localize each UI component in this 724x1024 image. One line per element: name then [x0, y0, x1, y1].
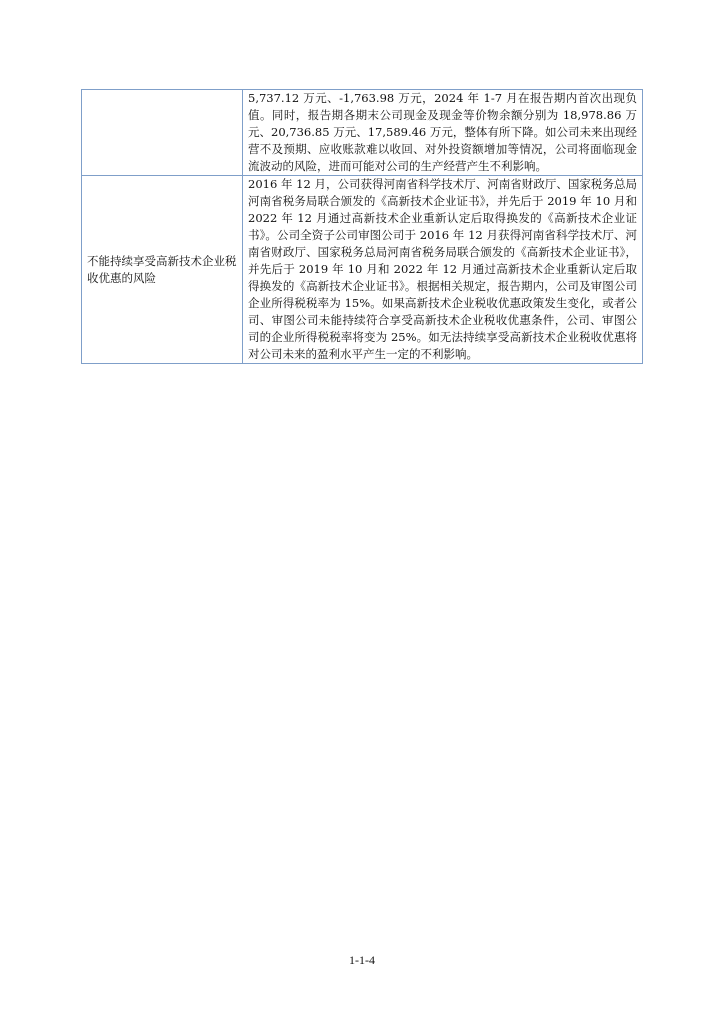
table-row: [82, 90, 643, 176]
risk-description-cell: 5,737.12 万元、-1,763.98 万元，2024 年 1-7 月在报告期内首次出现负值。同时，报告期各期末公司现金及现金等价物余额分别为 18,978.86 万元、20,736.85 万元、17,589.46 万元，整体有所下降。如公司未来出现经营不及预期、应收账款难以收回、对外投资额增加等情况，公司将面临现金流波动的风险，进而可能对公司的生产经营产生不利影响。: [243, 90, 643, 176]
risk-table: [81, 89, 643, 364]
risk-category-cell: 不能持续享受高新技术企业税收优惠的风险: [82, 176, 243, 364]
table-row: [82, 176, 643, 364]
risk-description-cell: 2016 年 12 月，公司获得河南省科学技术厅、河南省财政厅、国家税务总局河南省税务局联合颁发的《高新技术企业证书》，并先后于 2019 年 10 月和 2022 年 12 月通过高新技术企业重新认定后取得换发的《高新技术企业证书》。公司全资子公司审图公司于 2016 年 12 月获得河南省科学技术厅、河南省财政厅、国家税务总局河南省税务局联合颁发的《高新技术企业证书》，并先后于 2019 年 10 月和 2022 年 12 月通过高新技术企业重新认定后取得换发的《高新技术企业证书》。根据相关规定，报告期内，公司及审图公司企业所得税税率为 15%。如果高新技术企业税收优惠政策发生变化，或者公司、审图公司未能持续符合享受高新技术企业税收优惠条件，公司、审图公司的企业所得税税率将变为 25%。如无法持续享受高新技术企业税收优惠将对公司未来的盈利水平产生一定的不利影响。: [243, 176, 643, 364]
risk-category-cell: [82, 90, 243, 176]
page-number: 1-1-4: [349, 953, 375, 967]
